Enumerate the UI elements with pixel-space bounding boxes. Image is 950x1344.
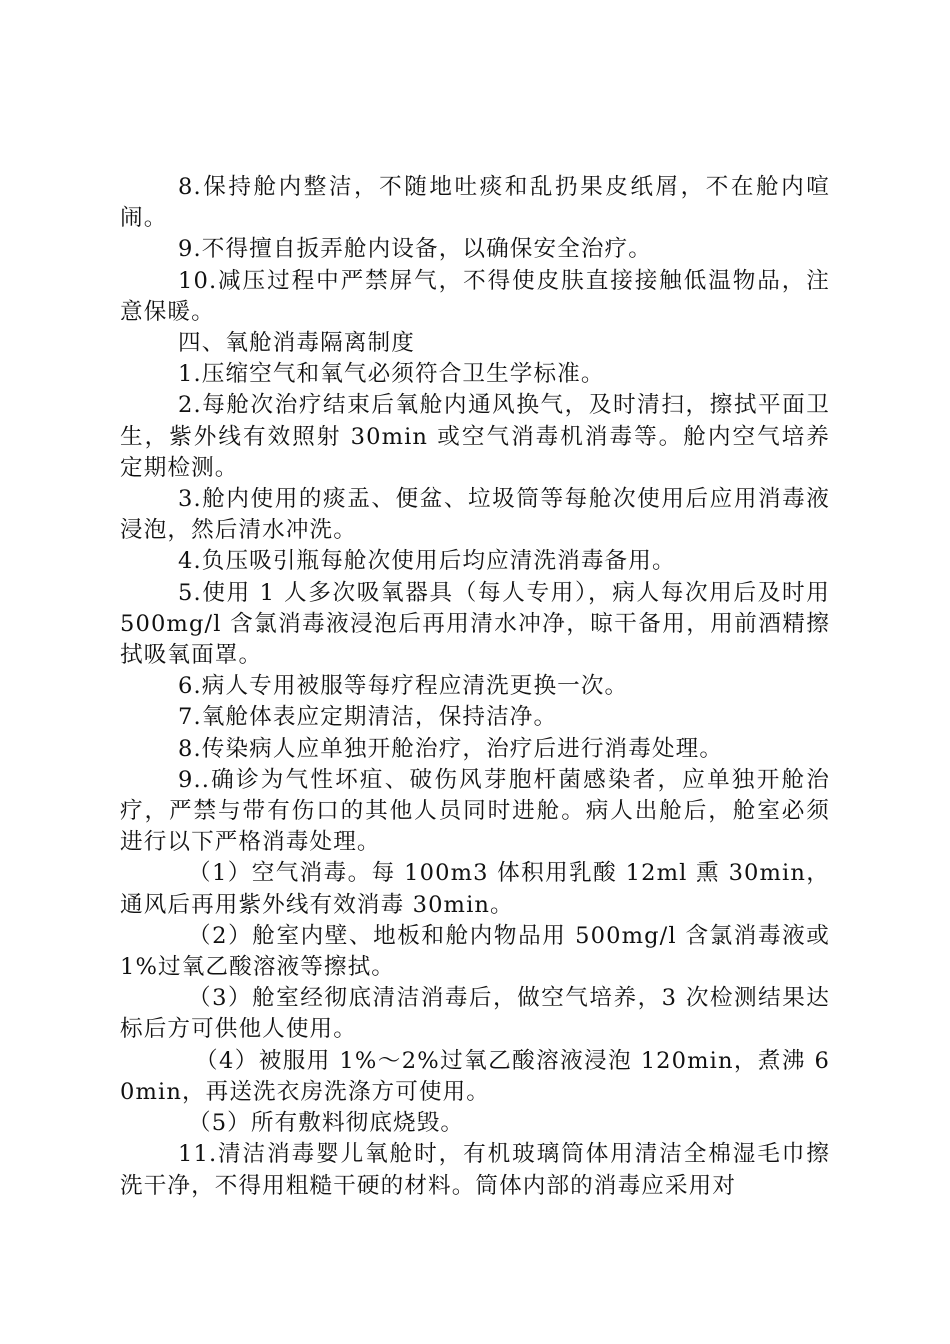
subitem-4: （4）被服用 1%～2%过氧乙酸溶液浸泡 120min，煮沸 60min，再送洗衣房洗涤方可使用。 (120, 1047, 830, 1105)
document-body (120, 172, 830, 1202)
paragraph-disinfection-7: 7.氧舱体表应定期清洁，保持洁净。 (178, 704, 558, 731)
subitem-3: （3）舱室经彻底清洁消毒后，做空气培养，3 次检测结果达标后方可供他人使用。 (120, 985, 830, 1043)
paragraph-disinfection-9: 9..确诊为气性坏疽、破伤风芽胞杆菌感染者，应单独开舱治疗，严禁与带有伤口的其他人员同时进舱。病人出舱后，舱室必须进行以下严格消毒处理。 (120, 766, 830, 856)
paragraph-rule-10: 10.减压过程中严禁屏气，不得使皮肤直接接触低温物品，注意保暖。 (120, 267, 830, 325)
paragraph-disinfection-8: 8.传染病人应单独开舱治疗，治疗后进行消毒处理。 (178, 735, 724, 762)
paragraph-disinfection-6: 6.病人专用被服等每疗程应清洗更换一次。 (178, 673, 629, 700)
paragraph-rule-9: 9.不得擅自扳弄舱内设备，以确保安全治疗。 (178, 236, 652, 263)
subitem-5: （5）所有敷料彻底烧毁。 (188, 1110, 465, 1137)
paragraph-rule-8: 8.保持舱内整洁，不随地吐痰和乱扔果皮纸屑，不在舱内喧闹。 (120, 174, 830, 232)
paragraph-disinfection-2: 2.每舱次治疗结束后氧舱内通风换气，及时清扫，擦拭平面卫生，紫外线有效照射 30min 或空气消毒机消毒等。舱内空气培养定期检测。 (120, 392, 830, 481)
paragraph-disinfection-5: 5.使用 1 人多次吸氧器具（每人专用），病人每次用后及时用 500mg/l 含氯消毒液浸泡后再用清水冲净，晾干备用，用前酒精擦拭吸氧面罩。 (120, 579, 830, 669)
paragraph-disinfection-3: 3.舱内使用的痰盂、便盆、垃圾筒等每舱次使用后应用消毒液浸泡，然后清水冲洗。 (120, 486, 830, 544)
paragraph-disinfection-11: 11.清洁消毒婴儿氧舱时，有机玻璃筒体用清洁全棉湿毛巾擦洗干净，不得用粗糙干硬的材料。筒体内部的消毒应采用对 (120, 1141, 830, 1199)
paragraph-disinfection-4: 4.负压吸引瓶每舱次使用后均应清洗消毒备用。 (178, 548, 676, 575)
subitem-1: （1）空气消毒。每 100m3 体积用乳酸 12ml 熏 30min，通风后再用紫外线有效消毒 30min。 (120, 860, 830, 918)
section-heading-disinfection: 四、氧舱消毒隔离制度 (178, 330, 415, 357)
subitem-2: （2）舱室内壁、地板和舱内物品用 500mg/l 含氯消毒液或 1%过氧乙酸溶液等擦拭。 (120, 922, 830, 981)
paragraph-disinfection-1: 1.压缩空气和氧气必须符合卫生学标准。 (178, 361, 605, 388)
